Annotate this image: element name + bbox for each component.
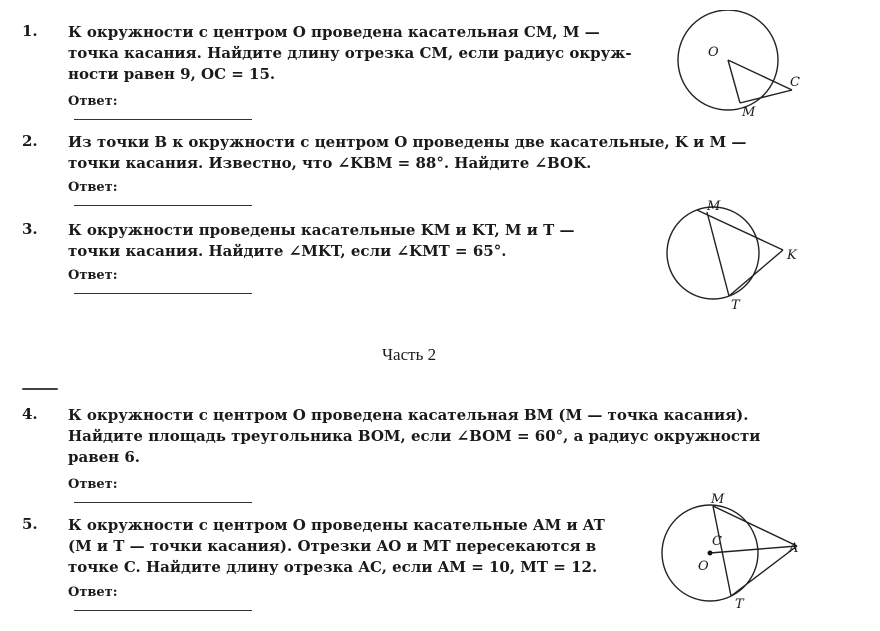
label-O: O <box>698 559 709 574</box>
problem-text <box>68 22 648 85</box>
problem-number: 4. <box>22 405 38 423</box>
part-heading: Часть 2 <box>382 345 437 364</box>
figure-5 <box>655 490 815 620</box>
problem-line: точка касания. Найдите длину отрезка CM, если радиус окруж- <box>68 44 632 62</box>
problem-line: ности равен 9, OC = 15. <box>68 65 276 83</box>
answer-label: Ответ: <box>68 585 118 600</box>
answer-label: Ответ: <box>68 94 118 109</box>
problem-line: Найдите площадь треугольника BOM, если ∠BOM = 60°, а радиус окружности <box>68 427 761 445</box>
label-M: M <box>707 199 721 214</box>
tangent-KT <box>729 250 783 296</box>
answer-field[interactable] <box>68 585 252 615</box>
center-point <box>708 551 713 556</box>
answer-label: Ответ: <box>68 268 118 283</box>
scan-smudge <box>22 388 58 390</box>
problem-line: точке C. Найдите длину отрезка AC, если AM = 10, MT = 12. <box>68 558 598 576</box>
label-T: T <box>735 597 744 612</box>
label-M: M <box>711 492 725 507</box>
label-C: C <box>790 75 800 90</box>
problem-line: К окружности проведены касательные KM и KT, M и T — <box>68 221 575 239</box>
segment-AO <box>710 546 797 553</box>
problem-number: 3. <box>22 220 38 238</box>
figure-1 <box>660 10 810 120</box>
answer-field[interactable] <box>68 477 252 507</box>
problem-number: 2. <box>22 132 38 150</box>
problem-line: (M и T — точки касания). Отрезки AO и MT пересекаются в <box>68 537 597 555</box>
problem-line: равен 6. <box>68 448 141 466</box>
segment-OM <box>728 60 740 103</box>
answer-field[interactable] <box>68 180 252 210</box>
chord-MT <box>707 212 729 296</box>
problem-line: точки касания. Найдите ∠MKT, если ∠KMT = 65°. <box>68 242 507 260</box>
figure-circle <box>667 207 759 299</box>
answer-label: Ответ: <box>68 180 118 195</box>
problem-text <box>68 132 848 174</box>
answer-line[interactable] <box>74 195 252 206</box>
answer-label: Ответ: <box>68 477 118 492</box>
answer-line[interactable] <box>74 283 252 294</box>
problem-text <box>68 405 848 468</box>
figure-3 <box>655 195 815 315</box>
answer-field[interactable] <box>68 268 252 298</box>
problem-line: К окружности с центром O проведена касательная BM (M — точка касания). <box>68 406 749 424</box>
segment-OC <box>728 60 792 90</box>
problem-number: 5. <box>22 515 38 533</box>
problem-line: К окружности с центром O проведены касательные AM и AT <box>68 516 605 534</box>
label-K: K <box>787 248 797 263</box>
answer-line[interactable] <box>74 600 252 611</box>
problem-text <box>68 515 648 578</box>
label-O: O <box>708 45 719 60</box>
label-T: T <box>731 298 740 313</box>
problem-line: К окружности с центром O проведена касательная CM, M — <box>68 23 600 41</box>
label-A: A <box>789 541 799 556</box>
answer-field[interactable] <box>68 94 252 124</box>
answer-line[interactable] <box>74 492 252 503</box>
answer-line[interactable] <box>74 109 252 120</box>
problem-text <box>68 220 648 262</box>
problem-line: Из точки B к окружности с центром O проведены две касательные, K и M — <box>68 133 747 151</box>
problem-number: 1. <box>22 22 38 40</box>
tangent-AM <box>713 506 797 546</box>
problem-line: точки касания. Известно, что ∠KBM = 88°. Найдите ∠BOK. <box>68 154 592 172</box>
tangent-AT <box>731 546 797 596</box>
label-M: M <box>742 105 756 120</box>
label-C: C <box>712 534 722 549</box>
